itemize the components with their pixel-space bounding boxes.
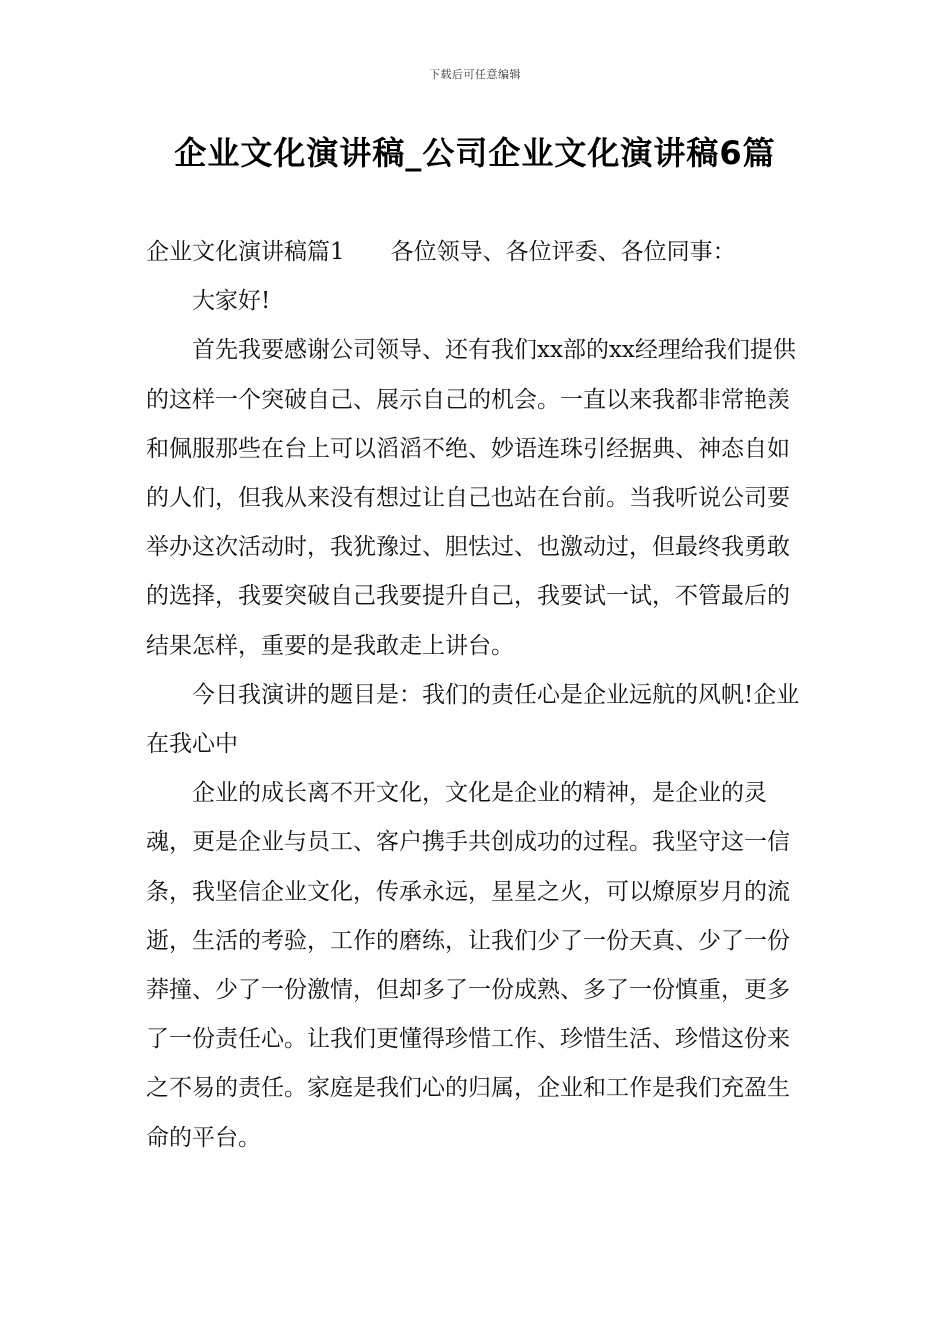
paragraph-intro: 首先我要感谢公司领导、还有我们xx部的xx经理给我们提供的这样一个突破自己、展示自己的机会。一直以来我都非常艳羡和佩服那些在台上可以滔滔不绝、妙语连珠引经据典、神态自如的人们，但我从来没有想过让自己也站在台前。当我听说公司要举办这次活动时，我犹豫过、胆怯过、也激动过，但最终我勇敢的选择，我要突破自己我要提升自己，我要试一试，不管最后的结果怎样，重要的是我敢走上讲台。 <box>146 337 796 659</box>
document-body <box>146 228 806 1163</box>
paragraph-culture: 企业的成长离不开文化，文化是企业的精神，是企业的灵魂，更是企业与员工、客户携手共创成功的过程。我坚守这一信条，我坚信企业文化，传承永远，星星之火，可以燎原岁月的流逝，生活的考验，工作的磨练，让我们少了一份天真、少了一份莽撞、少了一份激情，但却多了一份成熟、多了一份慎重，更多了一份责任心。让我们更懂得珍惜工作、珍惜生活、珍惜这份来之不易的责任。家庭是我们心的归属，企业和工作是我们充盈生命的平台。 <box>146 780 790 1151</box>
section-heading: 企业文化演讲稿篇1 <box>146 239 345 265</box>
opening-line <box>146 228 806 277</box>
paragraph-greeting: 大家好! <box>192 288 271 315</box>
salutation: 各位领导、各位评委、各位同事： <box>390 239 736 265</box>
document-title: 企业文化演讲稿_公司企业文化演讲稿6篇 <box>174 134 776 172</box>
header-note: 下载后可任意编辑 <box>429 68 521 81</box>
paragraph-topic: 今日我演讲的题目是：我们的责任心是企业远航的风帆!企业在我心中 <box>146 681 800 758</box>
